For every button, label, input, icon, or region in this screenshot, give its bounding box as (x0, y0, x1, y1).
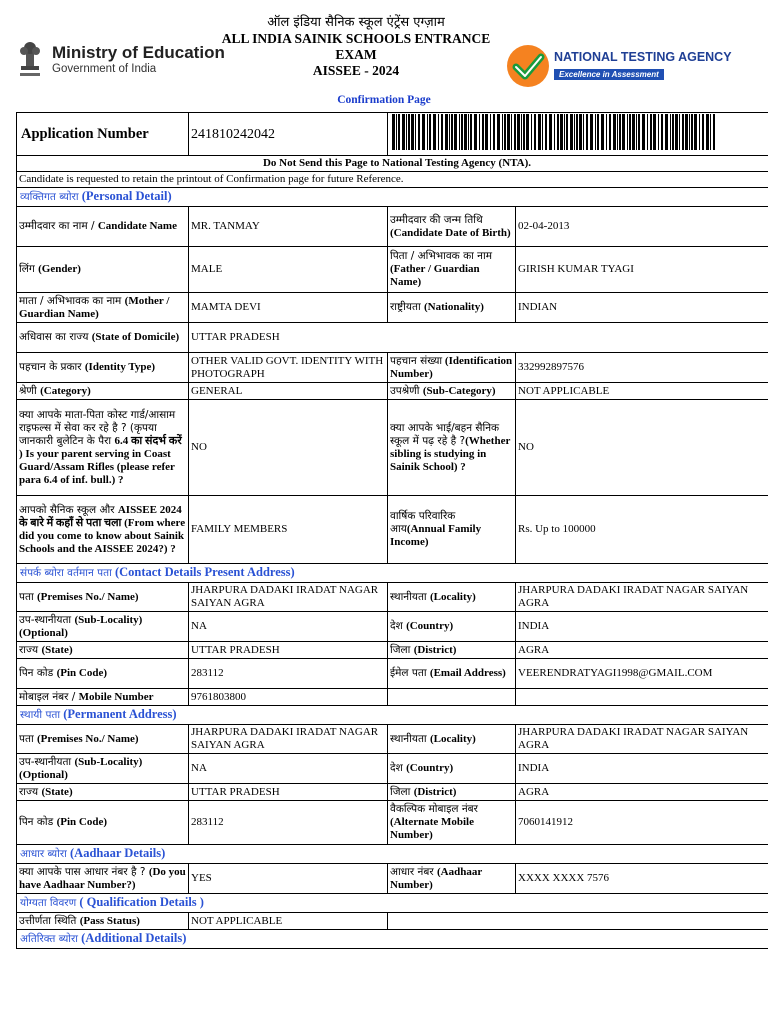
alternate-mobile-label: वैकल्पिक मोबाइल नंबर (Alternate Mobile Number) (388, 801, 516, 845)
aadhaar-number-value: XXXX XXXX 7576 (516, 864, 768, 894)
contact-sublocality-value: NA (189, 612, 388, 642)
parent-service-label: क्या आपके माता-पिता कोस्ट गार्ड/आसाम राइफल्स में सेवा कर रहे है ? (कृपया जानकारी बुलेटिन के पैरा 6.4 का संदर्भ करें ) Is your parent serving in Coast Guard/Assam Rifles (please refer para 6.4 of inf. bull.) ? (17, 400, 189, 496)
permanent-country-label: देश (Country) (388, 754, 516, 784)
income-label: वार्षिक परिवारिक आय(Annual Family Income) (388, 496, 516, 564)
dob-label: उम्मीदवार की जन्म तिथि (Candidate Date of Birth) (388, 207, 516, 247)
category-value: GENERAL (189, 383, 388, 400)
parent-service-value: NO (189, 400, 388, 496)
ministry-of-education-logo (14, 40, 225, 80)
contact-locality-value: JHARPURA DADAKI IRADAT NAGAR SAIYAN AGRA (516, 583, 768, 612)
source-value: FAMILY MEMBERS (189, 496, 388, 564)
contact-state-label: राज्य (State) (17, 642, 189, 659)
exam-title-line2: EXAM (335, 47, 377, 62)
empty-cell (516, 689, 768, 706)
national-emblem-icon (14, 40, 46, 80)
contact-email-label: ईमेल पता (Email Address) (388, 659, 516, 689)
contact-email-value: VEERENDRATYAGI1998@GMAIL.COM (516, 659, 768, 689)
source-label: आपको सैनिक स्कूल और AISSEE 2024 के बारे में कहाँ से पता चला (From where did you come to know about Sainik Schools and the AISSEE 2024?) ? (17, 496, 189, 564)
table-row (17, 784, 768, 801)
table-row (17, 400, 768, 496)
barcode-icon (390, 114, 720, 150)
sibling-label: क्या आपके भाई/बहन सैनिक स्कूल में पढ़ रहे है ?(Whether sibling is studying in Sainik School) ? (388, 400, 516, 496)
contact-premises-label: पता (Premises No./ Name) (17, 583, 189, 612)
identity-type-label: पहचान के प्रकार (Identity Type) (17, 353, 189, 383)
mother-name-label: माता / अभिभावक का नाम (Mother / Guardian Name) (17, 293, 189, 323)
contact-state-value: UTTAR PRADESH (189, 642, 388, 659)
permanent-premises-value: JHARPURA DADAKI IRADAT NAGAR SAIYAN AGRA (189, 725, 388, 754)
has-aadhaar-value: YES (189, 864, 388, 894)
contact-locality-label: स्थानीयता (Locality) (388, 583, 516, 612)
nta-check-icon (506, 44, 550, 88)
permanent-locality-value: JHARPURA DADAKI IRADAT NAGAR SAIYAN AGRA (516, 725, 768, 754)
permanent-sublocality-value: NA (189, 754, 388, 784)
mother-name-value: MAMTA DEVI (189, 293, 388, 323)
exam-title (200, 15, 512, 79)
confirmation-page-title: Confirmation Page (337, 94, 431, 106)
section-personal: व्यक्तिगत ब्योरा (Personal Detail) (17, 188, 768, 207)
nationality-label: राष्ट्रीयता (Nationality) (388, 293, 516, 323)
empty-cell (388, 689, 516, 706)
table-row (17, 293, 768, 323)
section-permanent: स्थायी पता (Permanent Address) (17, 706, 768, 725)
gender-value: MALE (189, 247, 388, 293)
father-name-label: पिता / अभिभावक का नाम (Father / Guardian Name) (388, 247, 516, 293)
table-row (17, 353, 768, 383)
empty-cell (388, 913, 768, 930)
table-row (17, 801, 768, 845)
permanent-pin-value: 283112 (189, 801, 388, 845)
contact-pin-label: पिन कोड (Pin Code) (17, 659, 189, 689)
category-label: श्रेणी (Category) (17, 383, 189, 400)
contact-premises-value: JHARPURA DADAKI IRADAT NAGAR SAIYAN AGRA (189, 583, 388, 612)
contact-district-label: जिला (District) (388, 642, 516, 659)
table-row (17, 207, 768, 247)
confirmation-table (16, 112, 768, 949)
candidate-name-value: MR. TANMAY (189, 207, 388, 247)
permanent-locality-label: स्थानीयता (Locality) (388, 725, 516, 754)
table-row (17, 864, 768, 894)
income-value: Rs. Up to 100000 (516, 496, 768, 564)
sub-category-value: NOT APPLICABLE (516, 383, 768, 400)
contact-pin-value: 283112 (189, 659, 388, 689)
exam-title-hindi: ऑल इंडिया सैनिक स्कूल एंट्रेंस एग्ज़ाम (267, 15, 445, 30)
has-aadhaar-label: क्या आपके पास आधार नंबर है ? (Do you have Aadhaar Number?) (17, 864, 189, 894)
barcode-cell (388, 113, 768, 156)
exam-title-line3: AISSEE - 2024 (312, 63, 400, 78)
section-aadhaar: आधार ब्योरा (Aadhaar Details) (17, 845, 768, 864)
table-row (17, 725, 768, 754)
pass-status-label: उत्तीर्णता स्थिति (Pass Status) (17, 913, 189, 930)
permanent-state-value: UTTAR PRADESH (189, 784, 388, 801)
section-qualification: योग्यता विवरण ( Qualification Details ) (17, 894, 768, 913)
permanent-district-value: AGRA (516, 784, 768, 801)
identification-number-value: 332992897576 (516, 353, 768, 383)
table-row (17, 754, 768, 784)
domicile-label: अधिवास का राज्य (State of Domicile) (17, 323, 189, 353)
permanent-pin-label: पिन कोड (Pin Code) (17, 801, 189, 845)
aadhaar-number-label: आधार नंबर (Aadhaar Number) (388, 864, 516, 894)
permanent-district-label: जिला (District) (388, 784, 516, 801)
application-number-label: Application Number (17, 113, 189, 156)
do-not-send-notice: Do Not Send this Page to National Testing Agency (NTA). (17, 156, 768, 172)
application-number-value: 241810242042 (189, 113, 388, 156)
contact-country-value: INDIA (516, 612, 768, 642)
permanent-premises-label: पता (Premises No./ Name) (17, 725, 189, 754)
identification-number-label: पहचान संख्या (Identification Number) (388, 353, 516, 383)
retain-note: Candidate is requested to retain the printout of Confirmation page for future Reference. (17, 172, 768, 188)
contact-mobile-label: मोबाइल नंबर / Mobile Number (17, 689, 189, 706)
table-row (17, 247, 768, 293)
section-contact: संपर्क ब्योरा वर्तमान पता (Contact Details Present Address) (17, 564, 768, 583)
domicile-value: UTTAR PRADESH (189, 323, 768, 353)
father-name-value: GIRISH KUMAR TYAGI (516, 247, 768, 293)
table-row (17, 583, 768, 612)
table-row (17, 323, 768, 353)
sub-category-label: उपश्रेणी (Sub-Category) (388, 383, 516, 400)
contact-district-value: AGRA (516, 642, 768, 659)
table-row (17, 496, 768, 564)
candidate-name-label: उम्मीदवार का नाम / Candidate Name (17, 207, 189, 247)
government-name: Government of India (52, 63, 157, 75)
table-row (17, 659, 768, 689)
section-additional: अतिरिक्त ब्योरा (Additional Details) (17, 930, 768, 949)
contact-sublocality-label: उप-स्थानीयता (Sub-Locality)(Optional) (17, 612, 189, 642)
table-row (17, 913, 768, 930)
nta-tagline: Excellence in Assessment (554, 69, 664, 80)
contact-mobile-value: 9761803800 (189, 689, 388, 706)
nationality-value: INDIAN (516, 293, 768, 323)
nta-logo (506, 44, 732, 88)
page-header (0, 0, 768, 120)
nta-name: NATIONAL TESTING AGENCY (554, 50, 732, 64)
exam-title-line1: ALL INDIA SAINIK SCHOOLS ENTRANCE (221, 31, 491, 46)
alternate-mobile-value: 7060141912 (516, 801, 768, 845)
application-row (17, 113, 768, 156)
gender-label: लिंग (Gender) (17, 247, 189, 293)
table-row (17, 642, 768, 659)
identity-type-value: OTHER VALID GOVT. IDENTITY WITH PHOTOGRAPH (189, 353, 388, 383)
permanent-country-value: INDIA (516, 754, 768, 784)
ministry-name: Ministry of Education (52, 43, 225, 62)
contact-country-label: देश (Country) (388, 612, 516, 642)
pass-status-value: NOT APPLICABLE (189, 913, 388, 930)
permanent-state-label: राज्य (State) (17, 784, 189, 801)
sibling-value: NO (516, 400, 768, 496)
permanent-sublocality-label: उप-स्थानीयता (Sub-Locality)(Optional) (17, 754, 189, 784)
table-row (17, 383, 768, 400)
table-row (17, 689, 768, 706)
dob-value: 02-04-2013 (516, 207, 768, 247)
table-row (17, 612, 768, 642)
